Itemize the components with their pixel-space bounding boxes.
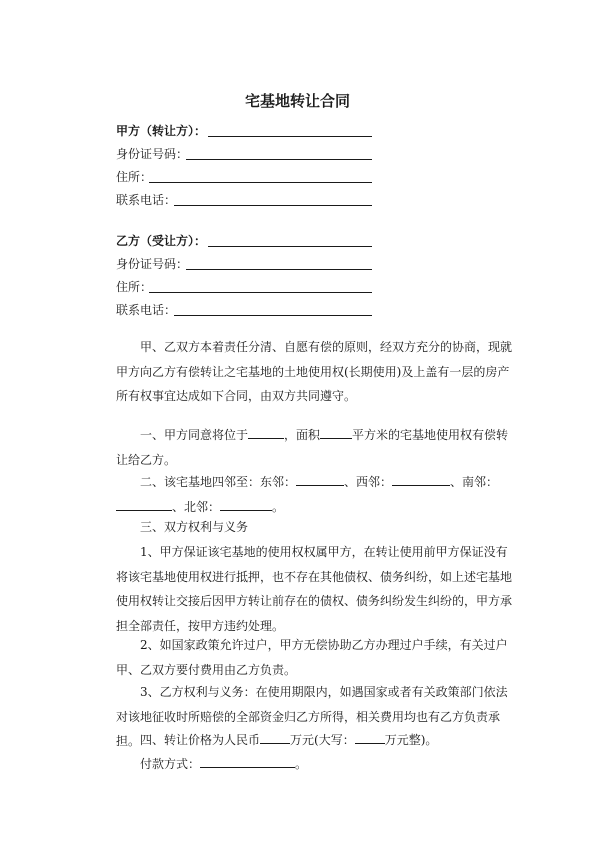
party-b-name-line xyxy=(208,246,372,247)
price-uppercase-blank xyxy=(355,730,385,744)
party-a-id-label: 身份证号码： xyxy=(116,147,189,161)
north-neighbor-blank xyxy=(220,497,272,511)
party-b-address-row xyxy=(116,278,152,296)
clause-1-text-b: ，面积 xyxy=(284,428,321,442)
clause-4 xyxy=(116,728,512,753)
party-a-heading-row xyxy=(116,122,206,140)
document-title: 宅基地转让合同 xyxy=(244,92,350,110)
clause-1-text-c: 平方米的宅基地使用权有偿转让给乙方。 xyxy=(116,428,509,467)
party-b-heading: 乙方（受让方）： xyxy=(116,234,207,248)
clause-2-text-c: 、南邻： xyxy=(450,475,499,489)
party-a-heading: 甲方（转让方）： xyxy=(116,124,207,138)
clause-2-text-a: 二、该宅基地四邻至：东邻： xyxy=(140,475,297,489)
clause-3-item-1: 1、甲方保证该宅基地的使用权权属甲方，在转让使用前甲方保证没有将该宅基地使用权进行抵押，也不存在其他债权、债务纠纷，如上述宅基地使用权转让交接后因甲方转让前存在的债权、债务纠纷发生纠纷的，甲方承担全部责任，按甲方违约处理。 xyxy=(116,545,513,633)
party-b-phone-label: 联系电话： xyxy=(116,303,177,317)
location-blank xyxy=(248,425,284,439)
party-b-address-label: 住所： xyxy=(116,280,153,294)
payment-blank xyxy=(200,754,295,768)
west-neighbor-blank xyxy=(392,472,450,486)
clause-4-text-a: 四、转让价格为人民币 xyxy=(140,733,261,747)
clause-1 xyxy=(116,423,512,472)
party-a-phone-row xyxy=(116,191,176,209)
party-b-phone-row xyxy=(116,301,176,319)
south-neighbor-blank xyxy=(116,497,172,511)
east-neighbor-blank xyxy=(296,472,344,486)
clause-2-text-e: 。 xyxy=(272,499,285,514)
clause-3-heading: 三、双方权利与义务 xyxy=(140,520,249,534)
payment-method xyxy=(116,752,512,777)
payment-end: 。 xyxy=(295,757,308,771)
clause-4-text-b: 万元(大写： xyxy=(290,733,355,747)
clause-2-text-d: 、北邻： xyxy=(172,499,221,514)
party-b-id-label: 身份证号码： xyxy=(116,257,189,271)
party-b-phone-line xyxy=(174,315,372,316)
party-a-address-label: 住所： xyxy=(116,170,153,184)
party-b-id-line xyxy=(186,269,372,270)
party-a-id-row xyxy=(116,145,188,163)
intro-paragraph: 甲、乙双方本着责任分清、自愿有偿的原则，经双方充分的协商，现就甲方向乙方有偿转让之宅基地的土地使用权(长期使用)及上盖有一层的房产所有权事宜达成如下合同，由双方共同遵守。 xyxy=(116,340,513,404)
clause-3-item-2: 2、如国家政策允许过户，甲方无偿协助乙方办理过户手续，有关过户甲、乙双方要付费用由乙方负责。 xyxy=(116,638,508,677)
clause-2 xyxy=(116,470,512,519)
party-a-id-line xyxy=(186,159,372,160)
area-blank xyxy=(320,425,352,439)
party-a-name-line xyxy=(208,136,372,137)
payment-label: 付款方式： xyxy=(140,757,201,771)
party-a-phone-line xyxy=(174,205,372,206)
clause-3-item-3: 3、乙方权利与义务：在使用期限内，如遇国家或者有关政策部门依法对该地征收时所赔偿的全部资金归乙方所得，相关费用均也有乙方负责承担。 xyxy=(116,685,508,749)
party-a-address-line xyxy=(149,182,372,183)
clause-1-text-a: 一、甲方同意将位于 xyxy=(140,428,249,442)
party-b-heading-row xyxy=(116,232,206,250)
party-a-address-row xyxy=(116,168,152,186)
party-b-address-line xyxy=(149,292,372,293)
price-blank xyxy=(260,730,290,744)
party-a-phone-label: 联系电话： xyxy=(116,193,177,207)
clause-2-text-b: 、西邻： xyxy=(344,475,393,489)
party-b-id-row xyxy=(116,255,188,273)
clause-4-text-c: 万元整)。 xyxy=(384,733,438,747)
